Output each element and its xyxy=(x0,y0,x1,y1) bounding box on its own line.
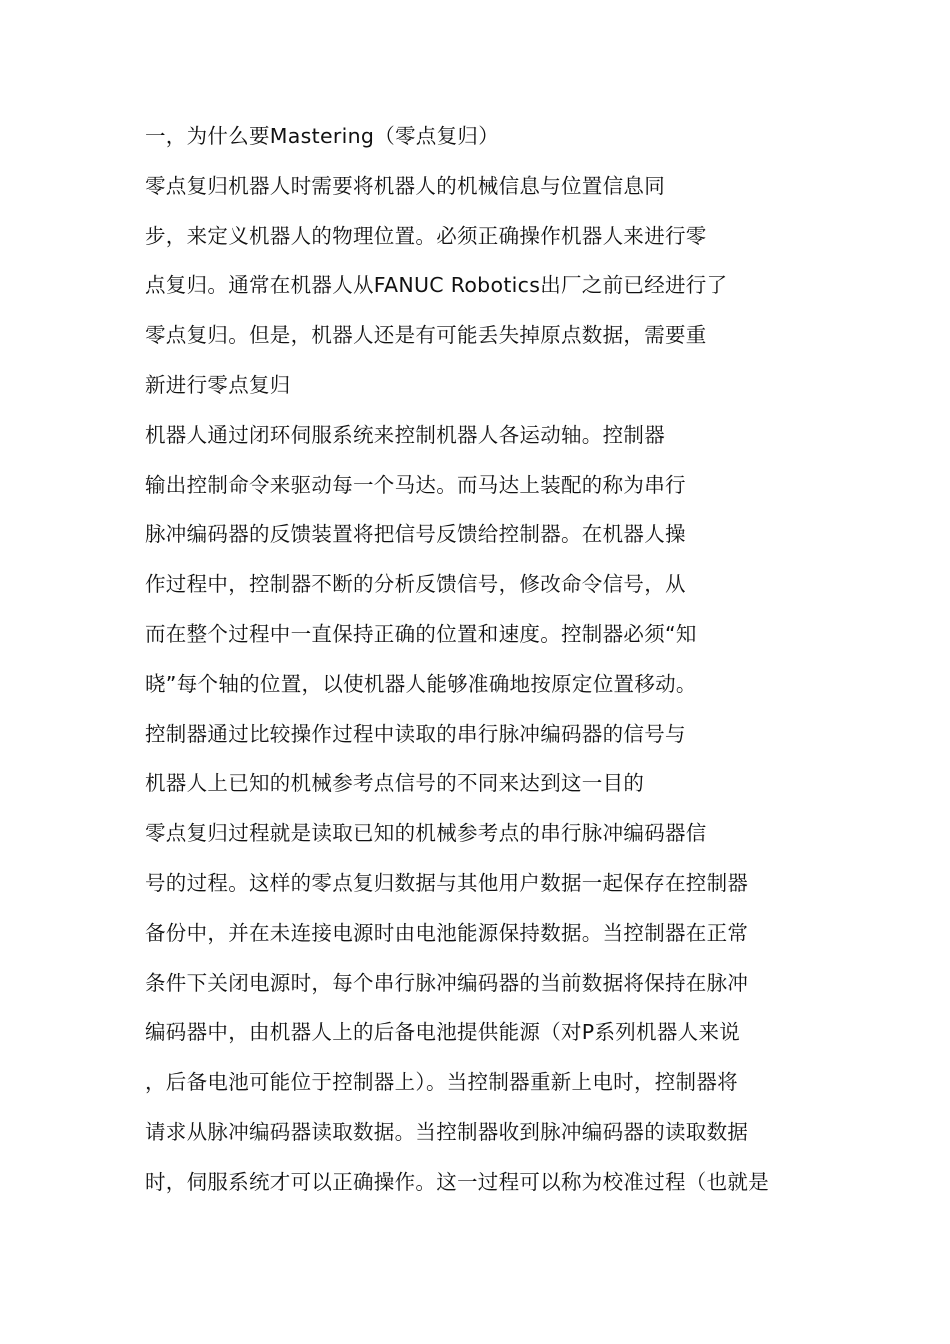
text-line: 晓”每个轴的位置，以使机器人能够准确地按原定位置移动。 xyxy=(145,671,697,696)
text-line: 机器人上已知的机械参考点信号的不同来达到这一目的 xyxy=(145,771,645,796)
text-line: 备份中，并在未连接电源时由电池能源保持数据。当控制器在正常 xyxy=(145,920,749,945)
heading-line: 一，为什么要Mastering（零点复归） xyxy=(145,124,500,148)
text-line: 控制器通过比较操作过程中读取的串行脉冲编码器的信号与 xyxy=(145,721,686,746)
text-line: 作过程中，控制器不断的分析反馈信号，修改命令信号，从 xyxy=(145,572,686,597)
text-line: 号的过程。这样的零点复归数据与其他用户数据一起保存在控制器 xyxy=(145,870,749,895)
text-line: 新进行零点复归 xyxy=(145,372,291,397)
text-line: 零点复归过程就是读取已知的机械参考点的串行脉冲编码器信 xyxy=(145,821,707,846)
text-line: 而在整个过程中一直保持正确的位置和速度。控制器必须“知 xyxy=(145,621,697,646)
text-line: 编码器中，由机器人上的后备电池提供能源（对P系列机器人来说 xyxy=(145,1020,741,1045)
text-line: 时，伺服系统才可以正确操作。这一过程可以称为校准过程（也就是 xyxy=(145,1169,769,1194)
text-line: 步，来定义机器人的物理位置。必须正确操作机器人来进行零 xyxy=(145,223,707,248)
text-line: 零点复归机器人时需要将机器人的机械信息与位置信息同 xyxy=(145,173,665,198)
text-line: 条件下关闭电源时，每个串行脉冲编码器的当前数据将保持在脉冲 xyxy=(145,970,749,995)
text-line: 脉冲编码器的反馈装置将把信号反馈给控制器。在机器人操 xyxy=(145,522,686,547)
text-line: 零点复归。但是，机器人还是有可能丢失掉原点数据，需要重 xyxy=(145,323,707,348)
text-line: ，后备电池可能位于控制器上）。当控制器重新上电时，控制器将 xyxy=(145,1070,738,1095)
text-line: 输出控制命令来驱动每一个马达。而马达上装配的称为串行 xyxy=(145,472,686,497)
text-line: 点复归。通常在机器人从FANUC Robotics出厂之前已经进行了 xyxy=(145,273,728,298)
text-line: 机器人通过闭环伺服系统来控制机器人各运动轴。控制器 xyxy=(145,422,665,447)
text-line: 请求从脉冲编码器读取数据。当控制器收到脉冲编码器的读取数据 xyxy=(145,1119,749,1144)
body-text xyxy=(145,116,825,1212)
